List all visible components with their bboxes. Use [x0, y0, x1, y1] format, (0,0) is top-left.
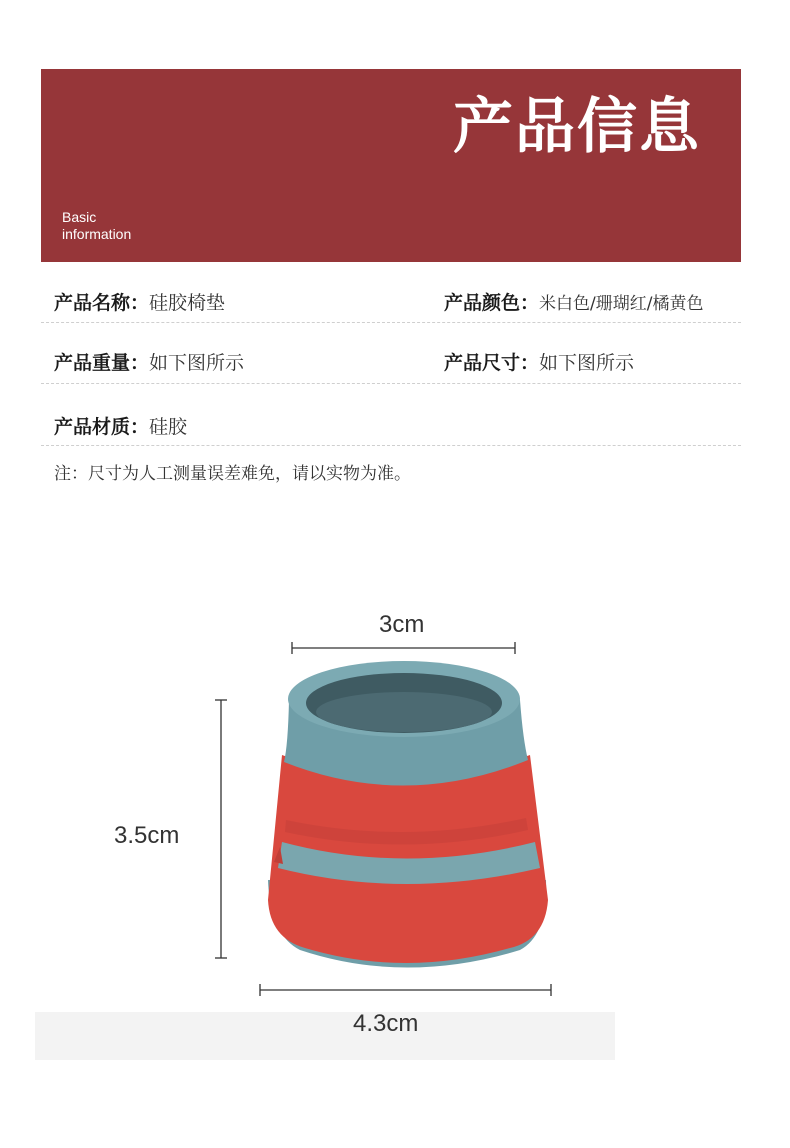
spec-weight-label: 产品重量：	[54, 352, 150, 374]
height-dimension-line	[215, 700, 227, 958]
spec-name-value: 硅胶椅垫	[149, 292, 226, 314]
spec-weight-value: 如下图所示	[149, 352, 245, 374]
spec-color-label: 产品颜色：	[444, 292, 540, 314]
bottom-dimension-line	[260, 984, 551, 996]
spec-name-label: 产品名称：	[54, 292, 150, 314]
height-label: 3.5cm	[114, 822, 180, 849]
spec-size-value: 如下图所示	[539, 352, 635, 374]
spec-size-label: 产品尺寸：	[444, 352, 540, 374]
spec-material-label: 产品材质：	[54, 416, 150, 438]
top-dimension-line	[292, 642, 515, 654]
bottom-width-label: 4.3cm	[353, 1010, 419, 1037]
top-width-label: 3cm	[379, 611, 425, 638]
banner-subtitle-line2: information	[62, 226, 132, 242]
spec-material-value: 硅胶	[149, 416, 188, 438]
measurement-note: 注：尺寸为人工测量误差难免，请以实物为准。	[54, 464, 411, 484]
silicone-pad-image	[268, 661, 548, 968]
banner-subtitle-line1: Basic	[62, 209, 97, 225]
page-title: 产品信息	[453, 92, 701, 162]
floor-shadow	[35, 1012, 615, 1060]
spec-color-value: 米白色/珊瑚红/橘黄色	[539, 294, 704, 314]
